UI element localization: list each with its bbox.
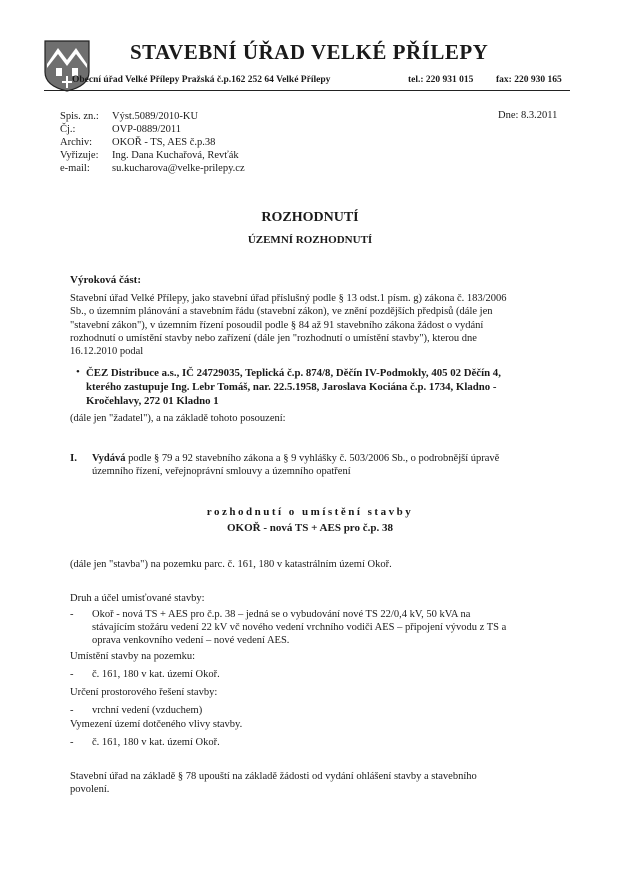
intro-line: 16.12.2010 podal [70,346,144,358]
meta-label: Vyřizuje: [60,150,99,161]
impact-area-value: č. 161, 180 v kat. území Okoř. [92,737,220,748]
list-dash: - [70,609,74,620]
intro-line: rozhodnutí o umístění stavby nebo zařízení (dále jen "rozhodnutí o umístění stavby"), kterou dne [70,332,477,344]
office-title: STAVEBNÍ ÚŘAD VELKÉ PŘÍLEPY [130,40,489,64]
impact-area-label: Vymezení území dotčeného vlivy stavby. [70,719,243,730]
purpose-label: Druh a účel umisťované stavby: [70,593,205,604]
meta-row [60,162,245,175]
placement-value: č. 161, 180 v kat. území Okoř. [92,669,220,680]
stavba-note: (dále jen "stavba") na pozemku parc. č. 161, 180 v katastrálním území Okoř. [70,559,392,570]
intro-paragraph [70,292,558,358]
list-dash: - [70,705,74,716]
decision-subject: OKOŘ - nová TS + AES pro č.p. 38 [226,522,393,534]
placement-item [70,668,220,681]
applicant-line: Kročehlavy, 272 01 Kladno 1 [86,395,219,407]
closing-line: povolení. [70,784,110,795]
office-phone: tel.: 220 931 015 [408,75,474,85]
meta-label: Spis. zn.: [60,111,99,122]
spatial-label: Určení prostorového řešení stavby: [70,687,218,698]
applicant-block [86,366,556,408]
purpose-line: stávajícím stožáru vedení 22 kV vč nového vedení vrchního vodiči AES – připojení vývodu z TS a [92,622,507,633]
section-i-verb: Vydává [92,453,126,464]
decision-title: rozhodnutí o umístění stavby [206,506,414,518]
applicant-bullet: • [76,366,80,378]
meta-label: e-mail: [60,163,90,174]
placement-label: Umístění stavby na pozemku: [70,651,196,662]
impact-area-item [70,736,220,749]
meta-value: OVP-0889/2011 [112,124,182,135]
meta-label: Čj.: [60,124,76,135]
intro-line: "stavební zákon"), v územním řízení posoudil podle § 84 až 91 stavebního zákona žádost o vydání [70,319,484,331]
meta-value: su.kucharova@velke-prilepy.cz [112,163,245,174]
meta-row [60,136,245,149]
spatial-item [70,704,202,717]
header-divider [44,90,570,91]
section-i-line2: územního řízení, veřejnoprávní smlouvy a územního opatření [92,466,351,478]
section-i-text [92,452,562,479]
intro-line: Sb., o územním plánování a stavebním řádu (stavební zákon), ve znění pozdějších předpisů (dále jen [70,306,493,318]
list-dash: - [70,737,74,748]
document-subtitle: ÚZEMNÍ ROZHODNUTÍ [247,234,373,246]
purpose-line: Okoř - nová TS + AES pro č.p. 38 – jedná se o vybudování nové TS 22/0,4 kV, 50 kVA na [92,609,471,620]
office-fax: fax: 220 930 165 [496,75,562,85]
office-address: Obecní úřad Velké Přílepy Pražská č.p.162 252 64 Velké Přílepy [72,75,331,85]
meta-row [60,149,245,162]
meta-value: Ing. Dana Kuchařová, Revťák [112,150,239,161]
closing-line: Stavební úřad na základě § 78 upouští na základě žádosti od vydání ohlášení stavby a stavebního [70,771,477,782]
applicant-note: (dále jen "žadatel"), a na základě tohoto posouzení: [70,413,286,424]
meta-value: Výst.5089/2010-KU [112,111,199,122]
meta-row [60,110,245,123]
meta-row [60,123,245,136]
applicant-line: ČEZ Distribuce a.s., IČ 24729035, Teplická č.p. 874/8, Děčín IV-Podmokly, 405 02 Děčín 4, [86,367,501,379]
intro-line: Stavební úřad Velké Přílepy, jako stavební úřad příslušný podle § 13 odst.1 písm. g) zákona č. 183/2006 [70,293,507,304]
purpose-item [70,608,560,647]
section-numeral: I. [70,452,78,464]
applicant-line: kterého zastupuje Ing. Lebr Tomáš, nar. 22.5.1958, Jaroslava Kociána č.p. 1734, Kladno - [86,381,497,393]
document-title: ROZHODNUTÍ [261,210,359,225]
meta-value: OKOŘ - TS, AES č.p.38 [112,137,216,148]
reference-block [60,110,245,175]
spatial-value: vrchní vedení (vzduchem) [92,705,203,716]
list-dash: - [70,669,74,680]
document-date: Dne: 8.3.2011 [498,110,558,121]
section-i-line1: podle § 79 a 92 stavebního zákona a § 9 vyhlášky č. 503/2006 Sb., o podrobnější úpravě [125,453,500,464]
closing-paragraph [70,770,560,796]
purpose-line: oprava venkovního vedení – nové vedení AES. [92,635,290,646]
verdict-section-label: Výroková část: [70,274,141,286]
meta-label: Archiv: [60,137,93,148]
